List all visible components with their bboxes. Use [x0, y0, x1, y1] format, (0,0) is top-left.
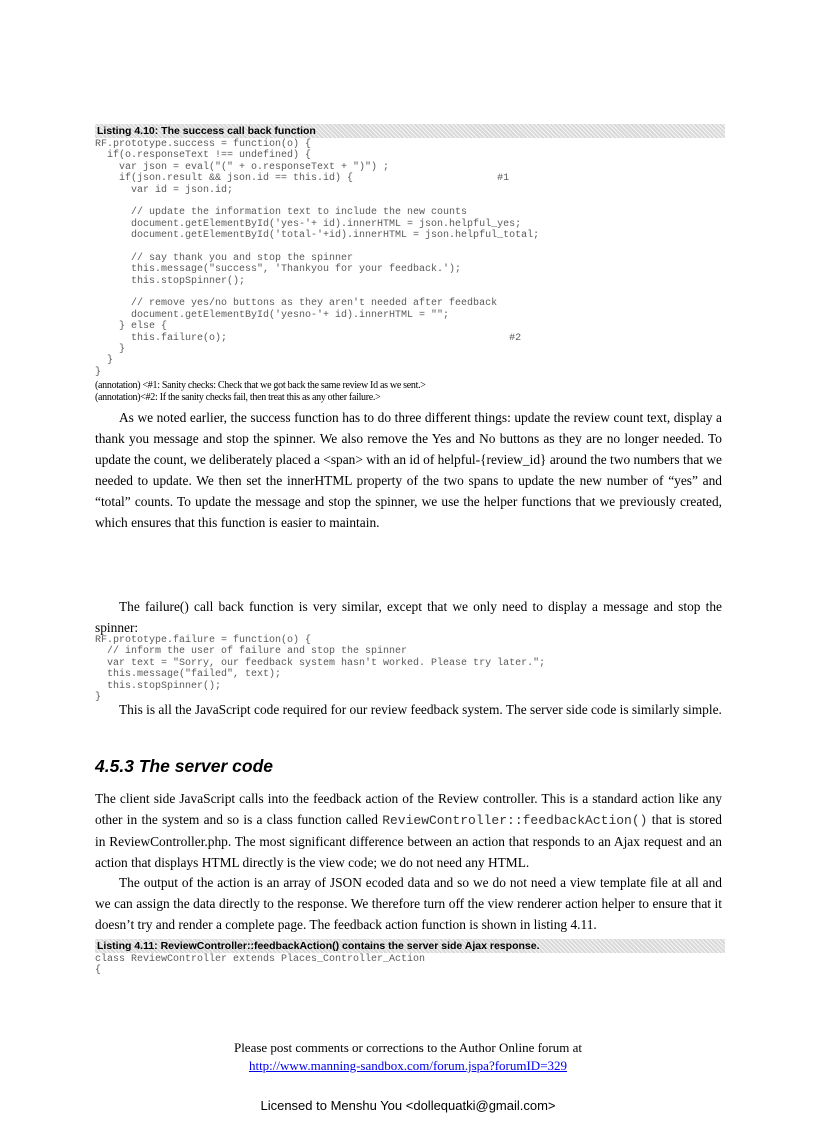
code-line: var text = "Sorry, our feedback system hasn't worked. Please try later."; [95, 657, 546, 669]
code-line [95, 242, 539, 253]
forum-link[interactable]: http://www.manning-sandbox.com/forum.jspa?forumID=329 [248, 1058, 568, 1073]
code-line: document.getElementById('yes-'+ id).innerHTML = json.helpful_yes; [95, 218, 522, 230]
paragraph-javascript-summary: This is all the JavaScript code required for our review feedback system. The server side code is similarly simple. [119, 702, 722, 717]
code-line: // say thank you and stop the spinner [95, 252, 354, 264]
code-line: } else { [95, 321, 168, 333]
failure-function-code [95, 635, 545, 703]
annotation-1: (annotation) <#1: Sanity checks: Check that we got back the same review Id as we sent.> [95, 380, 426, 391]
section-heading: 4.5.3 The server code [95, 756, 274, 776]
paragraph-server-code-text-2: that is stored in ReviewController.php. The most significant difference between an action that responds to an Ajax request and an action that displays HTML directly is the view code; we do not need any HTML. [95, 812, 723, 870]
code-line: var json = eval("(" + o.responseText + ")") ; [95, 161, 390, 173]
license-text: Licensed to Menshu You <dollequatki@gmail.com> [260, 1098, 556, 1113]
paragraph-failure-intro: The failure() call back function is very similar, except that we only need to display a message and stop the spinner: [95, 599, 722, 635]
code-line: if(o.responseText !== undefined) { [95, 150, 312, 162]
inline-code-feedback-action: ReviewController::feedbackAction() [382, 813, 648, 828]
code-line: this.stopSpinner(); [95, 680, 222, 692]
code-line: } [95, 691, 102, 703]
paragraph-server-code [95, 788, 722, 873]
code-line: this.message("failed", text); [95, 669, 282, 681]
code-line: // inform the user of failure and stop the spinner [95, 646, 408, 658]
footer-link-wrap [0, 1057, 816, 1075]
listing-4-11-code [95, 954, 425, 977]
listing-4-11-title: Listing 4.11: ReviewController::feedbackAction() contains the server side Ajax response. [95, 939, 725, 953]
code-line: this.message("success", 'Thankyou for your feedback.'); [95, 264, 462, 276]
footer-text: Please post comments or corrections to the Author Online forum at [233, 1040, 583, 1055]
code-line: RF.prototype.success = function(o) { [95, 139, 312, 150]
code-line: var id = json.id; [95, 184, 234, 196]
paragraph-success-explanation: As we noted earlier, the success function has to do three different things: update the review count text, display a thank you message and stop the spinner. We also remove the Yes and No buttons as they are no longer needed. To update the count, we deliberately placed a <span> with an id of helpful-{review_id} around the two numbers that we needed to update. We then set the innerHTML property of the two spans to update the new number of “yes” and “total” counts. To update the message and stop the spinner, we use the helper functions that we previously created, which ensures that this function is easier to maintain. [95, 410, 722, 530]
code-line: // update the information text to include the new counts [95, 207, 468, 219]
paragraph-json-output: The output of the action is an array of JSON ecoded data and so we do not need a view template file at all and we can assign the data directly to the response. We therefore turn off the view renderer action helper to ensure that it doesn’t try and render a complete page. The feedback action function is shown in listing 4.11. [95, 875, 722, 932]
code-line: this.stopSpinner(); [95, 275, 246, 287]
code-line: document.getElementById('total-'+id).innerHTML = json.helpful_total; [95, 230, 540, 242]
code-line: } [95, 366, 102, 378]
code-line: class ReviewController extends Places_Controller_Action [95, 954, 426, 965]
paragraph-server-code-text-1: The client side JavaScript calls into the feedback action of the Review controller. This is a standard action like any other in the system and so is a class function called [95, 791, 722, 827]
code-line [95, 196, 539, 207]
code-line: } [95, 344, 126, 356]
code-line: { [95, 965, 102, 977]
code-line: document.getElementById('yesno-'+ id).innerHTML = ""; [95, 309, 450, 321]
code-line: RF.prototype.failure = function(o) { [95, 635, 312, 646]
code-line: this.failure(o); #2 [95, 332, 522, 344]
code-line [95, 287, 539, 298]
code-line: } [95, 355, 114, 367]
code-line: if(json.result && json.id == this.id) { #1 [95, 173, 510, 185]
code-line: // remove yes/no buttons as they aren't needed after feedback [95, 298, 498, 310]
listing-4-10-title: Listing 4.10: The success call back function [95, 124, 725, 138]
listing-4-10-code [95, 139, 539, 378]
annotation-2: (annotation)<#2: If the sanity checks fail, then treat this as any other failure.> [95, 392, 381, 403]
